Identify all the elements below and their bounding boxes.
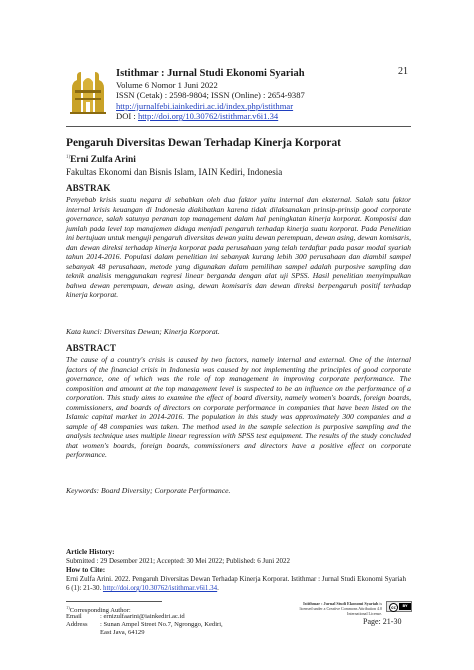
abstract-text: The cause of a country's crisis is caused by two factors, namely internal and external. One of the internal factors of the financial crisis in Indonesia was caused by not implementing the principles of good corporate governance, one of which was the role of top management in improving corporate performance. The composition and amount at the top management level is suspected to be an influence on the performance of a corporation. This study aims to examine the effect of board diversity, namely women's boards, foreign boards, commissioners, and boards of directors on corporate performance in companies that have been listed on the Islamic capital market in 2014-2016. The population in this study was approximately 300 companies and a sample of 48 companies was taken. The method used in the sample selection is purposive sampling and the analysis technique uses multiple linear regression with SPSS test equipment. The results of the study concluded that women's boards, foreign boards, commissioners and directors have a positive effect on corporate performance.: [66, 355, 411, 459]
corresponding-author: $^{1)}$Corresponding Author:: [66, 605, 131, 615]
page-number: 21: [398, 66, 408, 77]
iain-kediri-logo-icon: [66, 68, 110, 116]
email-value[interactable]: : ernizulfaarini@iainkediri.ac.id: [100, 613, 185, 620]
license-notice: Istithmar : Jurnal Studi Ekonomi Syariah is licensed under a Creative Commons Attribution 4.0 International License.: [299, 601, 382, 616]
by-icon: BY: [399, 603, 411, 610]
journal-title: Istithmar : Jurnal Studi Ekonomi Syariah: [116, 68, 305, 79]
corresponding-address: Address : Sunan Ampel Street No.7, Ngronggo, Kediri,: [66, 621, 223, 628]
journal-header: [66, 68, 416, 148]
footnote-divider: [66, 601, 162, 602]
cc-icon: cc: [389, 603, 398, 612]
page-range: Page: 21-30: [363, 617, 402, 626]
author-affiliation: Fakultas Ekonomi dan Bisnis Islam, IAIN Kediri, Indonesia: [66, 167, 283, 177]
abstract-keywords: Keywords: Board Diversity; Corporate Performance.: [66, 486, 231, 495]
journal-doi: [116, 111, 416, 121]
corresponding-email: Email : ernizulfaarini@iainkediri.ac.id: [66, 613, 185, 620]
cite-heading: How to Cite:: [66, 566, 106, 574]
corr-mark: 1): [66, 605, 70, 610]
journal-url-link[interactable]: http://jurnalfebi.iainkediri.ac.id/index.php/istithmar: [116, 100, 294, 111]
doi-label: DOI :: [116, 111, 138, 122]
author-name: $^{1)}$Erni Zulfa Arini: [66, 155, 136, 165]
abstrak-heading: ABSTRAK: [66, 183, 111, 193]
journal-issn: ISSN (Cetak) : 2598-9804; ISSN (Online) : 2654-9387: [116, 90, 305, 101]
author-mark: 1): [66, 155, 71, 160]
corresponding-address-line2: East Java, 64129: [100, 629, 145, 636]
abstrak-keywords: Kata kunci: Diversitas Dewan; Kinerja Korporat.: [66, 327, 220, 336]
journal-info: [116, 68, 416, 122]
history-heading: Article History:: [66, 548, 115, 556]
article-history: [66, 548, 411, 593]
cite-text: Erni Zulfa Arini. 2022. Pengaruh Diversitas Dewan Terhadap Kinerja Korporat. Istithmar : Jurnal Studi Ekonomi Syariah 6 (1): 21-30. http://doi.org/10.30762/istithmar.v6i1.34.: [66, 575, 406, 592]
history-dates: Submitted : 29 Desember 2021; Accepted: 30 Mei 2022; Published: 6 Juni 2022: [66, 557, 290, 565]
abstrak-text: Penyebab krisis suatu negara di sebabkan oleh dua faktor yaitu internal dan eksternal. Salah satu faktor internal krisis keuangan di Indonesia diakibatkan karena tidak dilaksanakan prinsip-prinsip good corporate governance, salah satunya peranan top management dalam hal peningkatan kinerja korporat. Komposisi dan jumlah pada level top manajemen diduga menjadi pengaruh terhadap kinerja suatu korporat. Pada Penelitian ini bertujuan untuk menguji pengaruh diversitas dewan yaitu dewan perempuan, dewan asing, dewan komisaris, dan dewan direksi terhadap kinerja korporat pada perusahaan yang telah terdaftar pada pasar modal syariah tahun 2014-2016. Populasi dalam penelitian ini sebanyak kurang lebih 300 perusahaan dan diambil sampel sebanyak 48 perusahaan, metode yang digunakan dalam pemilihan sampel adalah purposive sampling dan teknik analisis menggunakan regresi linear berganda dengan alat uji SPSS. Hasil penelitian menyimpulkan bahwa dewan perempuan, dewan asing, dewan komisaris dan dewan direksi berpengaruh positif terhadap kinerja korporat.: [66, 195, 411, 299]
header-divider: [66, 126, 411, 127]
abstract-heading: ABSTRACT: [66, 343, 117, 353]
doi-link[interactable]: http://doi.org/10.30762/istithmar.v6i1.34: [137, 111, 279, 122]
cite-doi-link[interactable]: http://doi.org/10.30762/istithmar.v6i1.34: [102, 584, 218, 592]
cc-by-badge-icon[interactable]: [386, 601, 412, 612]
journal-volume: Volume 6 Nomor 1 Juni 2022: [116, 80, 218, 90]
article-title: Pengaruh Diversitas Dewan Terhadap Kinerja Korporat: [66, 137, 341, 149]
